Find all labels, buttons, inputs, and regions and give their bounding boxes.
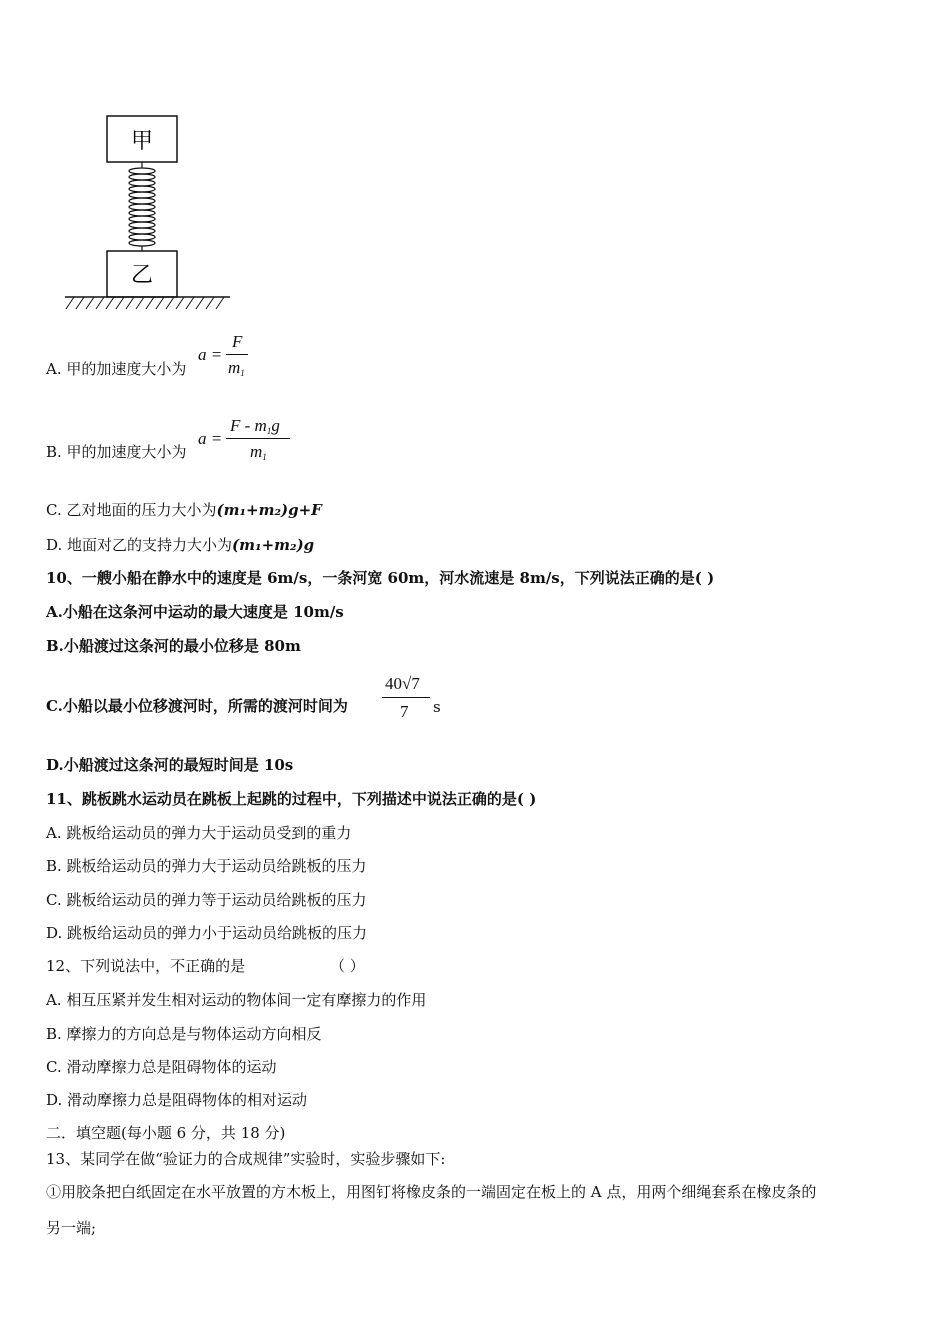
q9-option-b-formula: [198, 416, 308, 466]
q12-option-d: D. 滑动摩擦力总是阻碍物体的相对运动: [46, 1091, 308, 1109]
formula-lhs: a =: [198, 345, 223, 364]
q9-option-c: [46, 500, 322, 520]
q12-option-b: B. 摩擦力的方向总是与物体运动方向相反: [46, 1025, 322, 1043]
q9-option-c-formula: (m₁+m₂)g+F: [216, 501, 322, 519]
q11-option-c: C. 跳板给运动员的弹力等于运动员给跳板的压力: [46, 891, 367, 909]
q13-step1-line1: ①用胶条把白纸固定在水平放置的方木板上，用图钉将橡皮条的一端固定在板上的 A 点，用两个细绳套系在橡皮条的: [46, 1183, 817, 1201]
q12-answer-paren: （ ）: [330, 957, 365, 975]
q9-option-b: [46, 442, 187, 462]
q9-option-a: [46, 359, 186, 379]
section-2-title: 二．填空题(每小题 6 分，共 18 分): [46, 1124, 286, 1142]
q12-option-c: C. 滑动摩擦力总是阻碍物体的运动: [46, 1058, 277, 1076]
fraction-bar: [226, 438, 290, 439]
fraction-bar: [226, 354, 248, 355]
block-jia-label: 甲: [130, 129, 154, 154]
formula-denominator: $m_1$: [250, 442, 267, 462]
fraction-bar: [382, 697, 430, 698]
q9-option-a-text: A. 甲的加速度大小为: [46, 360, 187, 378]
formula-numerator: F - $m_1g$: [230, 416, 280, 436]
q12-stem-text: 12、下列说法中，不正确的是: [46, 957, 246, 975]
formula-lhs: a =: [198, 429, 223, 448]
ground-hatch: [66, 297, 224, 309]
q11-option-a: A. 跳板给运动员的弹力大于运动员受到的重力: [46, 824, 352, 842]
q10-option-a: A.小船在这条河中运动的最大速度是 10m/s: [46, 603, 344, 621]
q10-option-c-fraction: [382, 672, 432, 724]
fraction-numerator: 40√7: [385, 674, 420, 693]
q12-stem: [46, 956, 245, 976]
q10-option-c-text: C.小船以最小位移渡河时，所需的渡河时间为: [46, 697, 348, 715]
q9-option-d-text: D. 地面对乙的支持力大小为: [46, 536, 233, 554]
q13-stem: 13、某同学在做“验证力的合成规律”实验时，实验步骤如下:: [46, 1150, 446, 1168]
q9-option-a-formula: [198, 332, 258, 382]
q12-option-a: A. 相互压紧并发生相对运动的物体间一定有摩擦力的作用: [46, 991, 427, 1009]
fraction-denominator: 7: [400, 702, 409, 721]
q10-option-c-unit: s: [433, 698, 441, 716]
formula-numerator: F: [232, 332, 243, 351]
q10-stem: 10、一艘小船在静水中的速度是 6m/s，一条河宽 60m，河水流速是 8m/s，下列说法正确的是( ): [46, 569, 715, 587]
q10-option-d: D.小船渡过这条河的最短时间是 10s: [46, 756, 294, 774]
block-yi-label: 乙: [130, 263, 154, 288]
q10-option-c: [46, 696, 348, 716]
q11-stem: 11、跳板跳水运动员在跳板上起跳的过程中，下列描述中说法正确的是( ): [46, 790, 537, 808]
spring: [129, 162, 155, 251]
q9-option-d: [46, 535, 314, 555]
q9-option-b-text: B. 甲的加速度大小为: [46, 443, 187, 461]
q13-step1-line2: 另一端;: [46, 1219, 97, 1237]
q9-option-d-formula: (m₁+m₂)g: [232, 536, 315, 554]
q11-option-d: D. 跳板给运动员的弹力小于运动员给跳板的压力: [46, 924, 368, 942]
spring-blocks-figure: [60, 110, 300, 315]
q10-option-b: B.小船渡过这条河的最小位移是 80m: [46, 637, 301, 655]
q9-option-c-text: C. 乙对地面的压力大小为: [46, 501, 217, 519]
q11-option-b: B. 跳板给运动员的弹力大于运动员给跳板的压力: [46, 857, 367, 875]
formula-denominator: $m_1$: [228, 358, 245, 378]
